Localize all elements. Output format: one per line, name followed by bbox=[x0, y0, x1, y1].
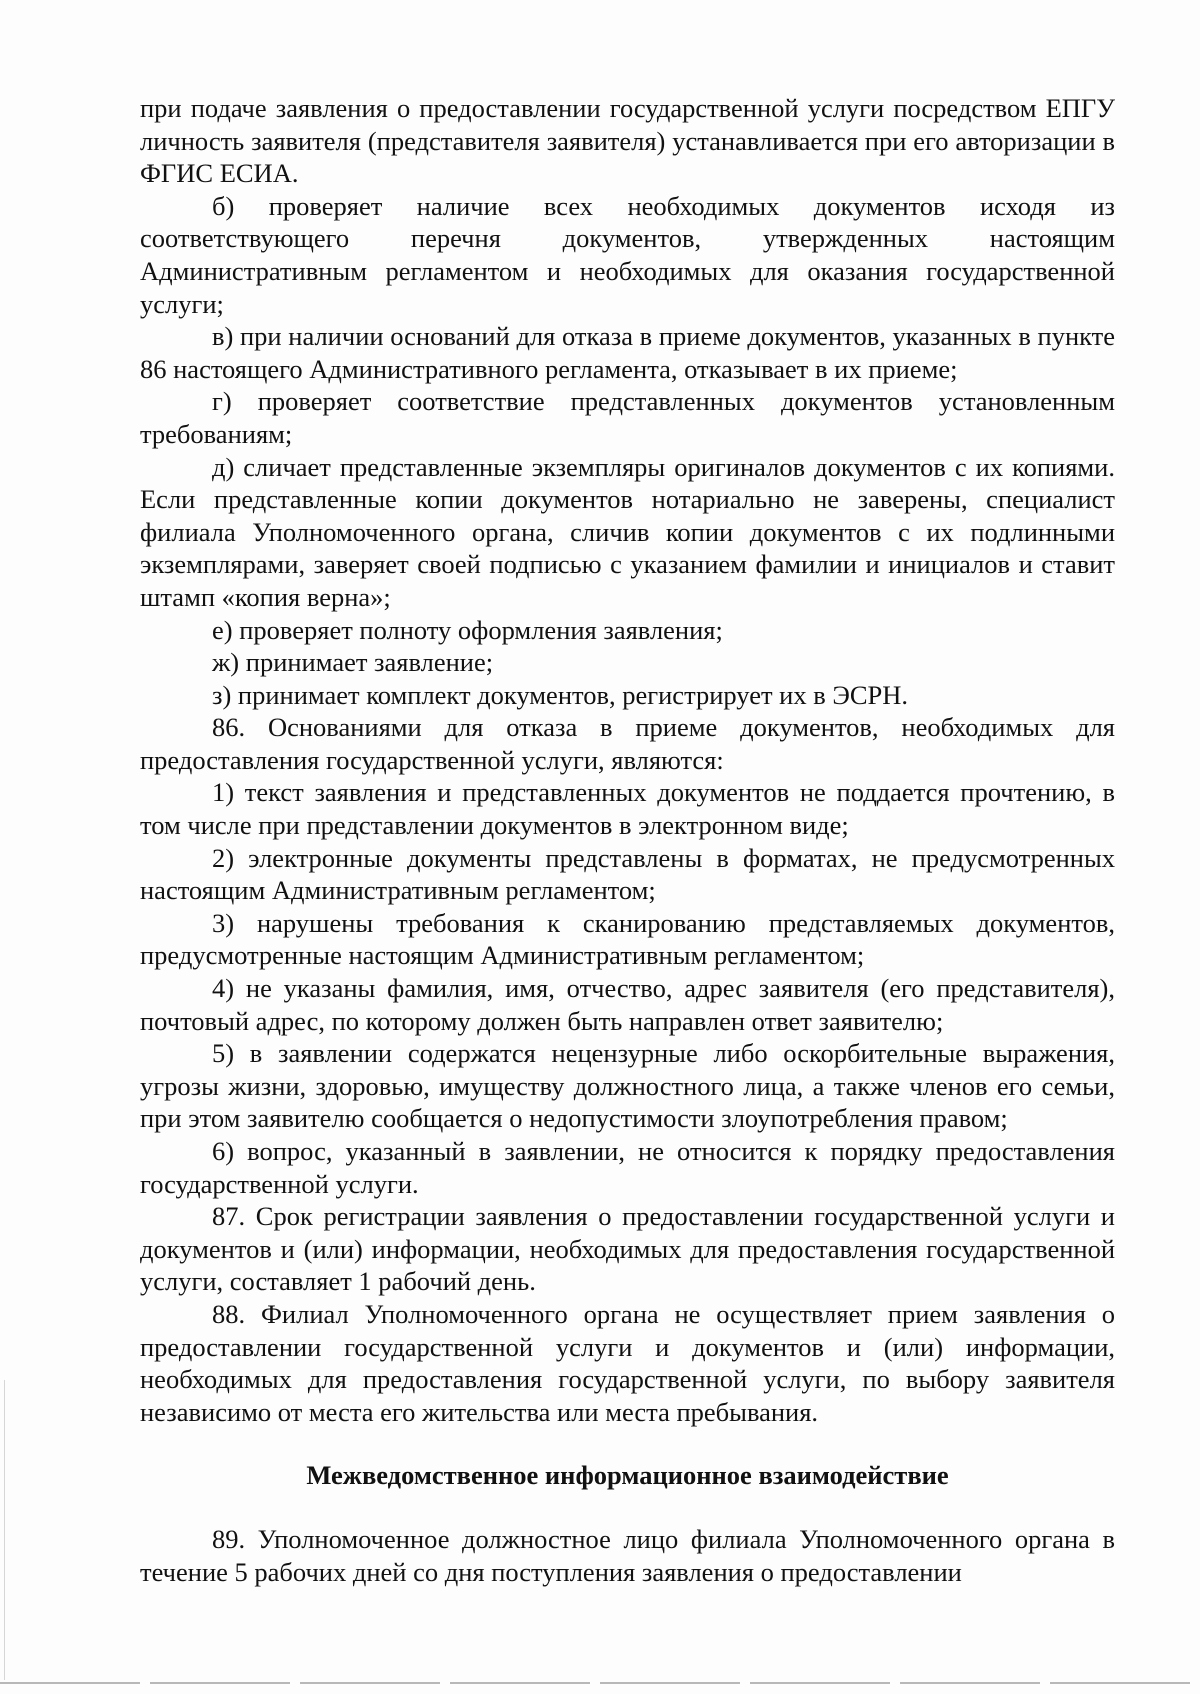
clause-88: 88. Филиал Уполномоченного органа не осуществляет прием заявления о предоставлении государственной услуги и документов и (или) информации, необходимых для предоставления государственной услуги, по выбору заявителя независимо от места его жительства или места пребывания. bbox=[140, 1298, 1115, 1427]
clause-86-item-2: 2) электронные документы представлены в форматах, не предусмотренных настоящим Административным регламентом; bbox=[140, 842, 1115, 906]
clause-86-item-3: 3) нарушены требования к сканированию представляемых документов, предусмотренные настоящим Административным регламентом; bbox=[140, 907, 1115, 971]
scan-edge-artifact-left bbox=[4, 1380, 5, 1680]
clause-86-item-5: 5) в заявлении содержатся нецензурные либо оскорбительные выражения, угрозы жизни, здоровью, имуществу должностного лица, а также членов его семьи, при этом заявителю сообщается о недопустимости злоупотребления правом; bbox=[140, 1038, 1115, 1134]
section-heading: Межведомственное информационное взаимодействие bbox=[306, 1460, 949, 1491]
list-item-d: д) сличает представленные экземпляры оригиналов документов с их копиями. Если представленные копии документов нотариально не заверены, специалист филиала Уполномоченного органа, сличив копии документов с их подлинными экземплярами, заверяет своей подписью с указанием фамилии и инициалов и ставит штамп «копия верна»; bbox=[140, 451, 1115, 612]
heading-spacer-bottom bbox=[140, 1492, 1115, 1523]
list-item-zh: ж) принимает заявление; bbox=[212, 647, 494, 678]
scan-edge-artifact-bottom bbox=[0, 1682, 1200, 1684]
clause-86-item-4: 4) не указаны фамилия, имя, отчество, адрес заявителя (его представителя), почтовый адрес, по которому должен быть направлен ответ заявителю; bbox=[140, 973, 1115, 1036]
clause-87: 87. Срок регистрации заявления о предоставлении государственной услуги и документов и (или) информации, необходимых для предоставления государственной услуги, составляет 1 рабочий день. bbox=[140, 1201, 1115, 1297]
paragraph-intro: при подаче заявления о предоставлении государственной услуги посредством ЕПГУ личность заявителя (представителя заявителя) устанавливается при его авторизации в ФГИС ЕСИА. bbox=[140, 93, 1115, 189]
clause-89: 89. Уполномоченное должностное лицо филиала Уполномоченного органа в течение 5 рабочих дней со дня поступления заявления о предоставлении bbox=[140, 1523, 1115, 1587]
list-item-e: е) проверяет полноту оформления заявления; bbox=[212, 614, 723, 645]
clause-86-item-1: 1) текст заявления и представленных документов не поддается прочтению, в том числе при представлении документов в электронном виде; bbox=[140, 777, 1115, 841]
list-item-z: з) принимает комплект документов, регистрирует их в ЭСРН. bbox=[212, 679, 909, 710]
list-item-v: в) при наличии оснований для отказа в приеме документов, указанных в пункте 86 настоящего Административного регламента, отказывает в их приеме; bbox=[140, 321, 1115, 384]
document-body bbox=[140, 92, 1115, 1588]
clause-86: 86. Основаниями для отказа в приеме документов, необходимых для предоставления государственной услуги, являются: bbox=[140, 712, 1115, 775]
list-item-g: г) проверяет соответствие представленных документов установленным требованиям; bbox=[140, 386, 1115, 449]
clause-86-item-6: 6) вопрос, указанный в заявлении, не относится к порядку предоставления государственной услуги. bbox=[140, 1136, 1115, 1199]
list-item-b: б) проверяет наличие всех необходимых документов исходя из соответствующего перечня документов, утвержденных настоящим Административным регламентом и необходимых для оказания государственной услуги; bbox=[140, 190, 1115, 319]
heading-spacer-top bbox=[140, 1428, 1115, 1459]
